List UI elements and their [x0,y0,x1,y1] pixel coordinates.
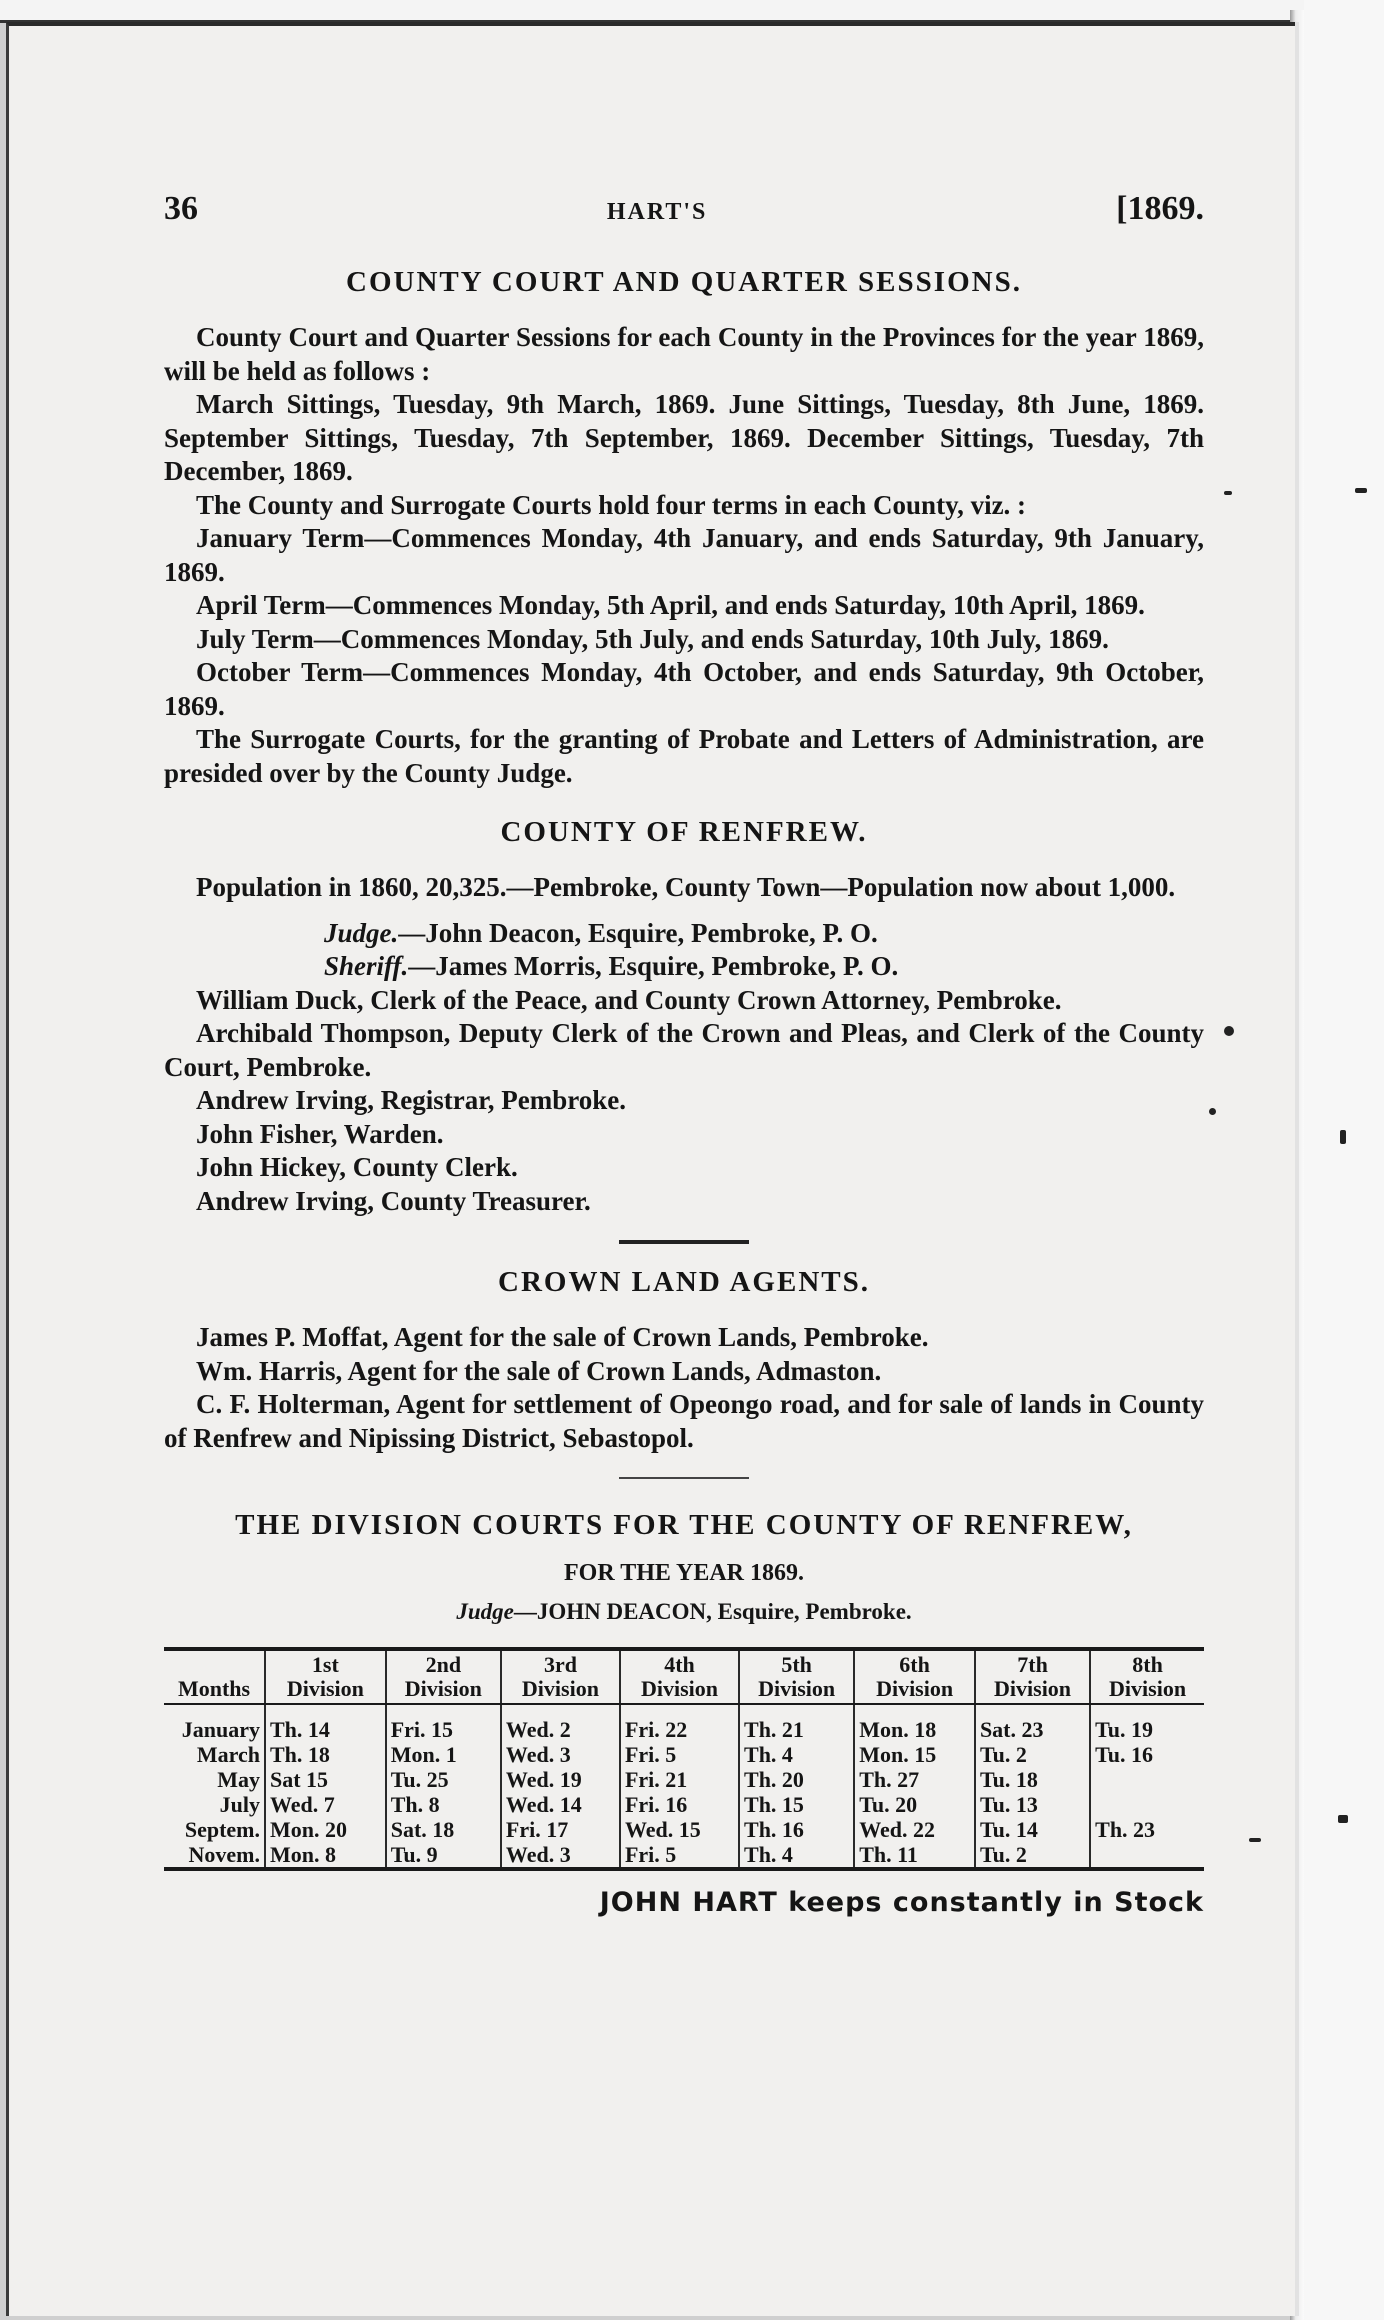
paragraph: July Term—Commences Monday, 5th July, and ends Saturday, 10th July, 1869. [196,623,1109,654]
table-cell: Wed. 15 [620,1817,739,1842]
table-cell: Mon. 15 [854,1742,975,1767]
table-cell: March [196,1742,260,1767]
agent-entry: James P. Moffat, Agent for the sale of Crown Lands, Pembroke. [196,1322,929,1352]
paragraph: April Term—Commences Monday, 5th April, and ends Saturday, 10th April, 1869. [196,590,1145,620]
table-cell: Th. 11 [854,1842,975,1869]
sheriff-text: —James Morris, Esquire, Pembroke, P. O. [408,951,899,981]
table-cell: Tu. 25 [386,1767,501,1792]
table-cell: Th. 8 [386,1792,501,1817]
table-header-row [164,1649,1204,1704]
population-paragraph: Population in 1860, 20,325.—Pembroke, County Town—Population now about 1,000. [196,872,1176,902]
table-cell: Th. 18 [265,1742,386,1767]
table-cell: Wed. 19 [501,1767,620,1792]
officer-entry: Andrew Irving, Registrar, Pembroke. [196,1085,626,1115]
table-cell: Tu. 9 [386,1842,501,1869]
table-cell: Tu. 2 [975,1742,1090,1767]
page-content [164,190,1204,1918]
table-cell: Sat. 18 [386,1817,501,1842]
page-number: 36 [164,190,198,227]
table-cell: Mon. 20 [265,1817,386,1842]
table-cell: Tu. 16 [1090,1742,1204,1767]
officer-entry: William Duck, Clerk of the Peace, and County Crown Attorney, Pembroke. [196,984,1062,1015]
paragraph: County Court and Quarter Sessions for each County in the Provinces for the year 1869, will be held as follows : [164,322,1204,386]
table-cell: Th. 4 [739,1842,854,1869]
table-cell [1090,1767,1204,1792]
officer-entry: Andrew Irving, County Treasurer. [196,1185,591,1216]
scan-speck [1224,1026,1234,1036]
column-header: 8th Division [1090,1649,1204,1704]
paragraph: January Term—Commences Monday, 4th January, and ends Saturday, 9th January, 1869. [164,523,1204,587]
table-cell: Fri. 16 [620,1792,739,1817]
column-header: 1st Division [265,1649,386,1704]
table-cell: Wed. 14 [501,1792,620,1817]
table-cell: Fri. 15 [386,1704,501,1742]
table-cell: July [219,1792,260,1817]
table-cell: Tu. 14 [975,1817,1090,1842]
table-cell: Wed. 2 [501,1704,620,1742]
column-header: Months [164,1649,265,1704]
table-cell: Septem. [184,1817,260,1842]
table-cell: Wed. 7 [265,1792,386,1817]
table-cell: Th. 20 [739,1767,854,1792]
running-title: HART'S [606,199,708,225]
section-divider [619,1477,749,1479]
sheriff-line [164,950,1204,984]
table-cell: Th. 27 [854,1767,975,1792]
table-cell [1090,1792,1204,1817]
table-cell: May [217,1767,260,1792]
section-title-crown-land-agents: CROWN LAND AGENTS. [498,1266,870,1298]
paragraph: The Surrogate Courts, for the granting of Probate and Letters of Administration, are presided over by the County Judge. [164,724,1204,788]
officer-entry: Archibald Thompson, Deputy Clerk of the Crown and Pleas, and Clerk of the County Court, Pembroke. [164,1018,1204,1082]
table-row [164,1842,1204,1869]
table-cell: Th. 15 [739,1792,854,1817]
county-court-paragraphs [164,321,1204,790]
scan-speck [1209,1108,1216,1115]
table-cell: Th. 23 [1090,1817,1204,1842]
scan-right-margin [1304,0,1384,2320]
officer-entry: John Hickey, County Clerk. [196,1152,518,1182]
table-cell: Th. 4 [739,1742,854,1767]
table-row [164,1742,1204,1767]
table-cell: Sat. 23 [975,1704,1090,1742]
table-cell: Wed. 3 [501,1742,620,1767]
table-cell: Mon. 1 [386,1742,501,1767]
table-cell: Wed. 3 [501,1842,620,1869]
officers-list [164,984,1204,1219]
scan-speck [1338,1815,1348,1823]
division-judge-label: Judge [456,1599,514,1624]
table-cell: Fri. 17 [501,1817,620,1842]
agent-entry: Wm. Harris, Agent for the sale of Crown Lands, Admaston. [196,1355,882,1386]
section-title-renfrew: COUNTY OF RENFREW. [500,816,868,848]
table-cell: Fri. 22 [620,1704,739,1742]
table-cell: Wed. 22 [854,1817,975,1842]
table-row [164,1704,1204,1742]
sheriff-label: Sheriff. [324,951,409,981]
header-year: [1869. [1116,190,1204,227]
table-cell [1090,1842,1204,1869]
division-judge-text: —JOHN DEACON, Esquire, Pembroke. [513,1599,912,1624]
scan-speck [1249,1838,1261,1842]
table-cell: Sat 15 [265,1767,386,1792]
table-cell: Tu. 19 [1090,1704,1204,1742]
division-judge-line [164,1599,1204,1625]
table-cell: Fri. 21 [620,1767,739,1792]
scan-top-edge [0,0,1384,23]
table-cell: Th. 14 [265,1704,386,1742]
scan-speck [1355,488,1367,493]
agents-list [164,1321,1204,1455]
column-header: 6th Division [854,1649,975,1704]
table-cell: Fri. 5 [620,1742,739,1767]
table-cell: Mon. 18 [854,1704,975,1742]
judge-text: —John Deacon, Esquire, Pembroke, P. O. [398,917,878,948]
table-cell: Tu. 18 [975,1767,1090,1792]
table-cell: Novem. [188,1842,260,1867]
column-header: 3rd Division [501,1649,620,1704]
column-header: 2nd Division [386,1649,501,1704]
section-divider [619,1240,749,1244]
column-header: 7th Division [975,1649,1090,1704]
section-title-county-court: COUNTY COURT AND QUARTER SESSIONS. [346,266,1022,298]
table-cell: January [181,1717,260,1742]
table-cell: Mon. 8 [265,1842,386,1869]
paragraph: October Term—Commences Monday, 4th October, and ends Saturday, 9th October, 1869. [164,657,1204,721]
table-cell: Th. 16 [739,1817,854,1842]
division-courts-subtitle: FOR THE YEAR 1869. [563,1560,805,1586]
paragraph: The County and Surrogate Courts hold four terms in each County, viz. : [196,489,1027,520]
judge-line [164,917,1204,951]
division-courts-table [164,1647,1204,1871]
table-row [164,1792,1204,1817]
officer-entry: John Fisher, Warden. [196,1118,444,1149]
table-cell: Tu. 13 [975,1792,1090,1817]
table-row [164,1767,1204,1792]
judge-label: Judge. [324,917,399,948]
table-cell: Th. 21 [739,1704,854,1742]
scan-speck [1340,1130,1346,1144]
table-cell: Fri. 5 [620,1842,739,1869]
paragraph: March Sittings, Tuesday, 9th March, 1869. June Sittings, Tuesday, 8th June, 1869. September Sittings, Tuesday, 7th September, 1869. December Sittings, Tuesday, 7th December, 1869. [164,389,1204,486]
agent-entry: C. F. Holterman, Agent for settlement of Opeongo road, and for sale of lands in County of Renfrew and Nipissing District, Sebastopol. [164,1389,1204,1453]
running-header [164,190,1204,228]
column-header: 5th Division [739,1649,854,1704]
scan-speck [1224,491,1232,495]
column-header: 4th Division [620,1649,739,1704]
section-title-division-courts: THE DIVISION COURTS FOR THE COUNTY OF RENFREW, [235,1509,1133,1541]
footer-advert: JOHN HART keeps constantly in Stock [599,1887,1204,1918]
table-row [164,1817,1204,1842]
table-cell: Tu. 20 [854,1792,975,1817]
table-cell: Tu. 2 [975,1842,1090,1869]
